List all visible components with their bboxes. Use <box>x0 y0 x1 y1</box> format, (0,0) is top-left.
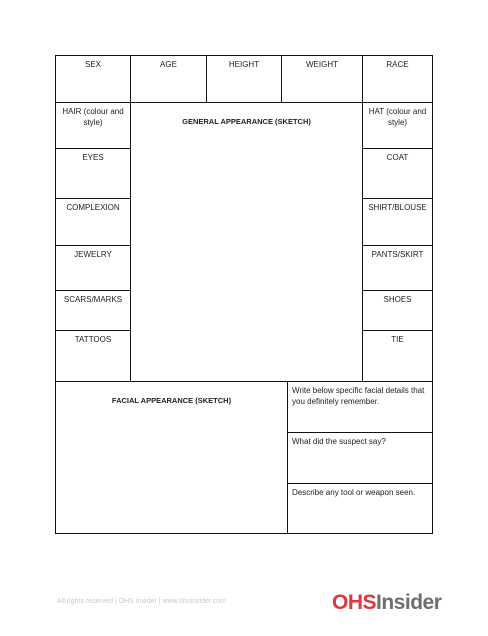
suspect-description-form <box>55 55 433 534</box>
field-scars-marks[interactable]: SCARS/MARKS <box>55 290 131 331</box>
field-weight[interactable]: WEIGHT <box>281 55 363 103</box>
ohs-insider-logo <box>332 590 441 616</box>
logo-insider: Insider <box>376 591 442 614</box>
general-appearance-sketch-area[interactable]: GENERAL APPEARANCE (SKETCH) <box>130 102 363 382</box>
field-coat[interactable]: COAT <box>362 148 433 199</box>
field-eyes[interactable]: EYES <box>55 148 131 199</box>
field-sex[interactable]: SEX <box>55 55 131 103</box>
logo-ohs: OHS <box>332 591 377 614</box>
field-pants-skirt[interactable]: PANTS/SKIRT <box>362 245 433 291</box>
field-height[interactable]: HEIGHT <box>206 55 282 103</box>
facial-details-box[interactable]: Write below specific facial details that you definitely remember. <box>287 381 433 433</box>
field-complexion[interactable]: COMPLEXION <box>55 198 131 246</box>
suspect-speech-box[interactable]: What did the suspect say? <box>287 432 433 484</box>
field-jewelry[interactable]: JEWELRY <box>55 245 131 291</box>
field-hair[interactable]: HAIR (colour and style) <box>55 102 131 149</box>
field-tie[interactable]: TIE <box>362 330 433 382</box>
field-tattoos[interactable]: TATTOOS <box>55 330 131 382</box>
facial-appearance-sketch-area[interactable]: FACIAL APPEARANCE (SKETCH) <box>55 381 288 534</box>
field-age[interactable]: AGE <box>130 55 207 103</box>
field-race[interactable]: RACE <box>362 55 433 103</box>
footer-copyright: All rights reserved | OHS Insider | www.ohsinsider.com <box>57 598 226 605</box>
field-shoes[interactable]: SHOES <box>362 290 433 331</box>
field-hat[interactable]: HAT (colour and style) <box>362 102 433 149</box>
field-shirt-blouse[interactable]: SHIRT/BLOUSE <box>362 198 433 246</box>
tool-weapon-box[interactable]: Describe any tool or weapon seen. <box>287 483 433 534</box>
